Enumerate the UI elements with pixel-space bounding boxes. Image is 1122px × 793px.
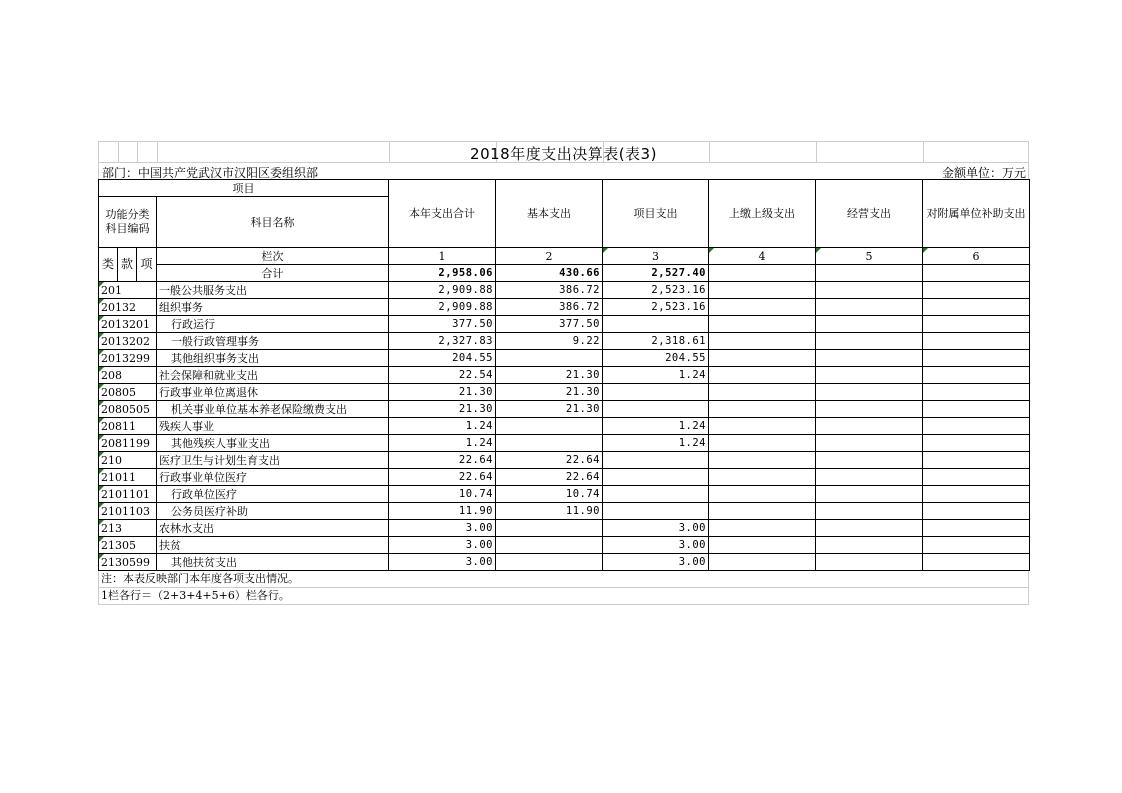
spreadsheet-sheet <box>98 141 1029 605</box>
row-total: 2,909.88 <box>389 299 496 316</box>
row-total: 11.90 <box>389 503 496 520</box>
header-total: 本年支出合计 <box>389 180 496 248</box>
row-upper <box>709 282 816 299</box>
row-subsidy <box>923 282 1030 299</box>
row-upper <box>709 554 816 571</box>
table-row <box>99 333 1030 350</box>
table-row <box>99 486 1030 503</box>
row-project <box>603 452 709 469</box>
row-upper <box>709 401 816 418</box>
row-project: 2,318.61 <box>603 333 709 350</box>
header-kuan: 款 <box>118 248 137 282</box>
row-subsidy <box>923 299 1030 316</box>
table-row <box>99 503 1030 520</box>
header-func-code: 功能分类科目编码 <box>99 197 157 248</box>
row-code: 2013201 <box>99 316 157 333</box>
table-row <box>99 401 1030 418</box>
row-subsidy <box>923 350 1030 367</box>
row-name: 行政事业单位医疗 <box>157 469 389 486</box>
row-business <box>816 401 923 418</box>
header-item: 项目 <box>99 180 389 197</box>
page-title: 2018年度支出决算表(表3) <box>470 145 657 163</box>
row-code: 21305 <box>99 537 157 554</box>
row-project <box>603 503 709 520</box>
row-subsidy <box>923 469 1030 486</box>
row-basic: 11.90 <box>496 503 603 520</box>
row-name: 公务员医疗补助 <box>157 503 389 520</box>
row-project: 1.24 <box>603 418 709 435</box>
row-upper <box>709 350 816 367</box>
header-row-lanci <box>99 248 1030 265</box>
row-basic <box>496 554 603 571</box>
row-basic <box>496 520 603 537</box>
row-subsidy <box>923 537 1030 554</box>
row-business <box>816 486 923 503</box>
row-subsidy <box>923 384 1030 401</box>
row-subsidy <box>923 554 1030 571</box>
total-row <box>99 265 1030 282</box>
row-name: 一般公共服务支出 <box>157 282 389 299</box>
note-2: 1栏各行＝（2+3+4+5+6）栏各行。 <box>99 588 1028 605</box>
row-total: 1.24 <box>389 435 496 452</box>
row-upper <box>709 316 816 333</box>
row-code: 20811 <box>99 418 157 435</box>
table-row <box>99 537 1030 554</box>
row-subsidy <box>923 401 1030 418</box>
row-code: 210 <box>99 452 157 469</box>
col-number-4: 4 <box>709 248 816 265</box>
row-total: 3.00 <box>389 537 496 554</box>
row-code: 20805 <box>99 384 157 401</box>
row-total: 2,327.83 <box>389 333 496 350</box>
row-name: 机关事业单位基本养老保险缴费支出 <box>157 401 389 418</box>
amount-unit-label: 金额单位：万元 <box>941 166 1026 180</box>
row-name: 医疗卫生与计划生育支出 <box>157 452 389 469</box>
col-number-5: 5 <box>816 248 923 265</box>
row-code: 2081199 <box>99 435 157 452</box>
row-project <box>603 401 709 418</box>
row-project: 1.24 <box>603 367 709 384</box>
col-number-3: 3 <box>603 248 709 265</box>
row-name: 残疾人事业 <box>157 418 389 435</box>
row-code: 2130599 <box>99 554 157 571</box>
row-upper <box>709 367 816 384</box>
total-project: 2,527.40 <box>603 265 709 282</box>
row-total: 21.30 <box>389 401 496 418</box>
row-code: 2013202 <box>99 333 157 350</box>
row-basic: 386.72 <box>496 282 603 299</box>
meta-row <box>98 163 1029 179</box>
table-row <box>99 435 1030 452</box>
row-name: 组织事务 <box>157 299 389 316</box>
row-total: 1.24 <box>389 418 496 435</box>
row-subsidy <box>923 452 1030 469</box>
header-project: 项目支出 <box>603 180 709 248</box>
row-upper <box>709 452 816 469</box>
row-business <box>816 435 923 452</box>
row-basic: 21.30 <box>496 384 603 401</box>
row-total: 2,909.88 <box>389 282 496 299</box>
row-name: 行政单位医疗 <box>157 486 389 503</box>
row-upper <box>709 469 816 486</box>
row-basic: 21.30 <box>496 367 603 384</box>
row-project: 3.00 <box>603 537 709 554</box>
row-name: 扶贫 <box>157 537 389 554</box>
col-number-1: 1 <box>389 248 496 265</box>
table-row <box>99 282 1030 299</box>
row-business <box>816 537 923 554</box>
row-business <box>816 384 923 401</box>
table-row <box>99 452 1030 469</box>
row-total: 204.55 <box>389 350 496 367</box>
row-basic <box>496 418 603 435</box>
row-project <box>603 316 709 333</box>
row-basic <box>496 350 603 367</box>
row-subsidy <box>923 486 1030 503</box>
table-row <box>99 418 1030 435</box>
data-rows <box>99 282 1030 571</box>
row-total: 22.64 <box>389 469 496 486</box>
total-label: 合计 <box>157 265 389 282</box>
header-lanci: 栏次 <box>157 248 389 265</box>
total-total: 2,958.06 <box>389 265 496 282</box>
row-name: 其他残疾人事业支出 <box>157 435 389 452</box>
row-subsidy <box>923 520 1030 537</box>
row-business <box>816 503 923 520</box>
table-row <box>99 520 1030 537</box>
col-number-6: 6 <box>923 248 1030 265</box>
row-name: 其他扶贫支出 <box>157 554 389 571</box>
row-project: 1.24 <box>603 435 709 452</box>
row-code: 2101103 <box>99 503 157 520</box>
row-upper <box>709 435 816 452</box>
row-name: 行政运行 <box>157 316 389 333</box>
row-business <box>816 469 923 486</box>
row-business <box>816 367 923 384</box>
row-name: 农林水支出 <box>157 520 389 537</box>
col-number-2: 2 <box>496 248 603 265</box>
row-subsidy <box>923 333 1030 350</box>
row-project: 2,523.16 <box>603 299 709 316</box>
row-upper <box>709 503 816 520</box>
row-business <box>816 554 923 571</box>
row-total: 22.54 <box>389 367 496 384</box>
row-project: 2,523.16 <box>603 282 709 299</box>
header-basic: 基本支出 <box>496 180 603 248</box>
row-subsidy <box>923 367 1030 384</box>
row-name: 一般行政管理事务 <box>157 333 389 350</box>
row-subsidy <box>923 418 1030 435</box>
row-basic: 22.64 <box>496 452 603 469</box>
row-basic <box>496 537 603 554</box>
row-name: 社会保障和就业支出 <box>157 367 389 384</box>
row-total: 3.00 <box>389 520 496 537</box>
row-business <box>816 333 923 350</box>
row-total: 22.64 <box>389 452 496 469</box>
row-upper <box>709 418 816 435</box>
department-label: 部门：中国共产党武汉市汉阳区委组织部 <box>102 166 319 180</box>
header-subject-name: 科目名称 <box>157 197 389 248</box>
header-business: 经营支出 <box>816 180 923 248</box>
row-code: 208 <box>99 367 157 384</box>
row-total: 377.50 <box>389 316 496 333</box>
row-business <box>816 350 923 367</box>
row-project <box>603 469 709 486</box>
row-basic: 377.50 <box>496 316 603 333</box>
row-project: 204.55 <box>603 350 709 367</box>
row-subsidy <box>923 316 1030 333</box>
row-code: 21011 <box>99 469 157 486</box>
row-code: 201 <box>99 282 157 299</box>
row-basic <box>496 435 603 452</box>
header-xiang: 项 <box>137 248 157 282</box>
header-upper: 上缴上级支出 <box>709 180 816 248</box>
row-business <box>816 299 923 316</box>
row-business <box>816 316 923 333</box>
note-1: 注：本表反映部门本年度各项支出情况。 <box>99 571 1028 588</box>
row-basic: 22.64 <box>496 469 603 486</box>
total-basic: 430.66 <box>496 265 603 282</box>
row-project: 3.00 <box>603 554 709 571</box>
row-subsidy <box>923 503 1030 520</box>
header-subsidy: 对附属单位补助支出 <box>923 180 1030 248</box>
row-upper <box>709 299 816 316</box>
row-business <box>816 418 923 435</box>
row-code: 2101101 <box>99 486 157 503</box>
header-row-1 <box>99 180 1030 197</box>
row-total: 10.74 <box>389 486 496 503</box>
table-row <box>99 384 1030 401</box>
row-basic: 21.30 <box>496 401 603 418</box>
row-name: 其他组织事务支出 <box>157 350 389 367</box>
notes <box>98 571 1029 605</box>
row-business <box>816 520 923 537</box>
table-row <box>99 554 1030 571</box>
row-basic: 10.74 <box>496 486 603 503</box>
row-total: 3.00 <box>389 554 496 571</box>
row-total: 21.30 <box>389 384 496 401</box>
row-upper <box>709 333 816 350</box>
row-business <box>816 452 923 469</box>
row-project <box>603 384 709 401</box>
row-project: 3.00 <box>603 520 709 537</box>
table-row <box>99 316 1030 333</box>
row-upper <box>709 486 816 503</box>
row-business <box>816 282 923 299</box>
row-basic: 9.22 <box>496 333 603 350</box>
row-code: 2080505 <box>99 401 157 418</box>
row-code: 20132 <box>99 299 157 316</box>
row-upper <box>709 537 816 554</box>
row-code: 2013299 <box>99 350 157 367</box>
header-lei: 类 <box>99 248 118 282</box>
row-upper <box>709 520 816 537</box>
table-row <box>99 367 1030 384</box>
expenditure-table <box>98 179 1030 571</box>
row-code: 213 <box>99 520 157 537</box>
row-basic: 386.72 <box>496 299 603 316</box>
row-upper <box>709 384 816 401</box>
table-row <box>99 469 1030 486</box>
row-name: 行政事业单位离退休 <box>157 384 389 401</box>
row-project <box>603 486 709 503</box>
row-subsidy <box>923 435 1030 452</box>
title-row <box>98 141 1029 163</box>
table-row <box>99 350 1030 367</box>
table-row <box>99 299 1030 316</box>
